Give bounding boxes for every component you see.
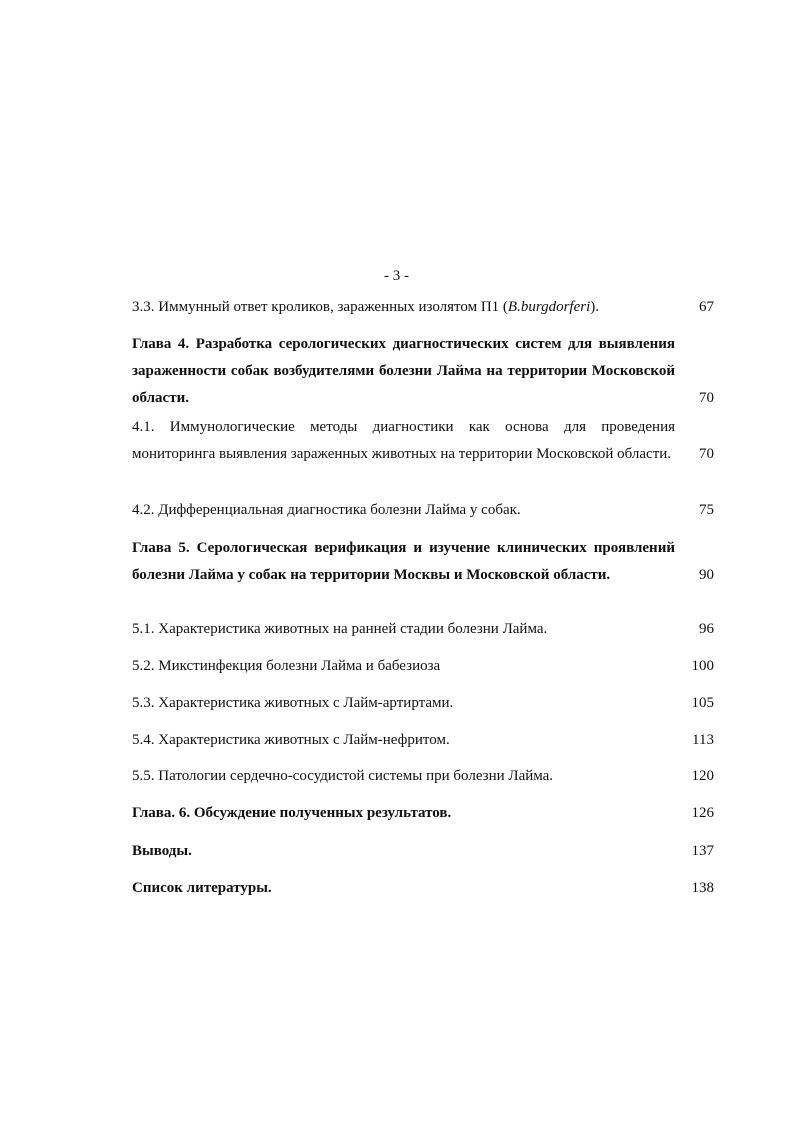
page-number: - 3 - [384,268,409,284]
toc-chapter-title: Глава 4. Разработка серологических диагностических систем для выявления зараженности собак возбудителями болезни Лайма на территории Московской области. [132,336,675,406]
toc-page-number: 67 [699,299,714,315]
toc-references [132,875,714,902]
toc-chapter-title: Выводы. [132,843,192,859]
toc-entry-title-italic: B.burgdorferi [507,299,591,315]
toc-page-number: 100 [691,658,714,674]
toc-chapter-title: Список литературы. [132,880,272,896]
toc-entry-5-4 [132,727,714,754]
toc-chapter-5 [132,535,714,589]
toc-entry-title: 4.2. Дифференциальная диагностика болезни Лайма у собак. [132,502,521,518]
toc-page-number: 120 [691,768,714,784]
toc-entry-5-3 [132,690,714,717]
toc-entry-5-5 [132,763,714,790]
toc-page-number: 75 [699,502,714,518]
toc-entry-5-2 [132,653,714,680]
toc-page-number: 70 [699,446,714,462]
toc-page-number: 113 [692,732,714,748]
toc-entry-title: 5.2. Микстинфекция болезни Лайма и бабезиоза [132,658,441,674]
toc-entry-5-1 [132,616,714,643]
toc-chapter-6 [132,800,714,827]
toc-chapter-title: Глава. 6. Обсуждение полученных результатов. [132,805,452,821]
toc-page-number: 126 [691,805,714,821]
toc-page-number: 137 [691,843,714,859]
toc-page-number: 138 [691,880,714,896]
toc-conclusions [132,838,714,865]
toc-page-number: 90 [699,567,714,583]
toc-entry-title: 3.3. Иммунный ответ кроликов, зараженных изолятом П1 ( [132,299,508,315]
toc-entry-title: 5.5. Патологии сердечно-сосудистой системы при болезни Лайма. [132,768,554,784]
toc-entry-title: 4.1. Иммунологические методы диагностики как основа для проведения мониторинга выявления зараженных животных на территории Московской области. [132,419,675,462]
toc-entry-title: 5.4. Характеристика животных с Лайм-нефритом. [132,732,450,748]
toc-entry-title: 5.3. Характеристика животных с Лайм-артиртами. [132,695,454,711]
toc-chapter-title: Глава 5. Серологическая верификация и изучение клинических проявлений болезни Лайма у собак на территории Москвы и Московской области. [132,540,675,583]
toc-page-number: 70 [699,390,714,406]
toc-entry-title: 5.1. Характеристика животных на ранней стадии болезни Лайма. [132,621,548,637]
toc-entry-3-3 [132,294,714,321]
toc-entry-4-1 [132,414,714,468]
toc-chapter-4 [132,331,714,412]
toc-page-number: 105 [691,695,714,711]
toc-page-number: 96 [699,621,714,637]
toc-entry-title-end: ). [590,299,600,315]
toc-entry-4-2 [132,497,714,524]
